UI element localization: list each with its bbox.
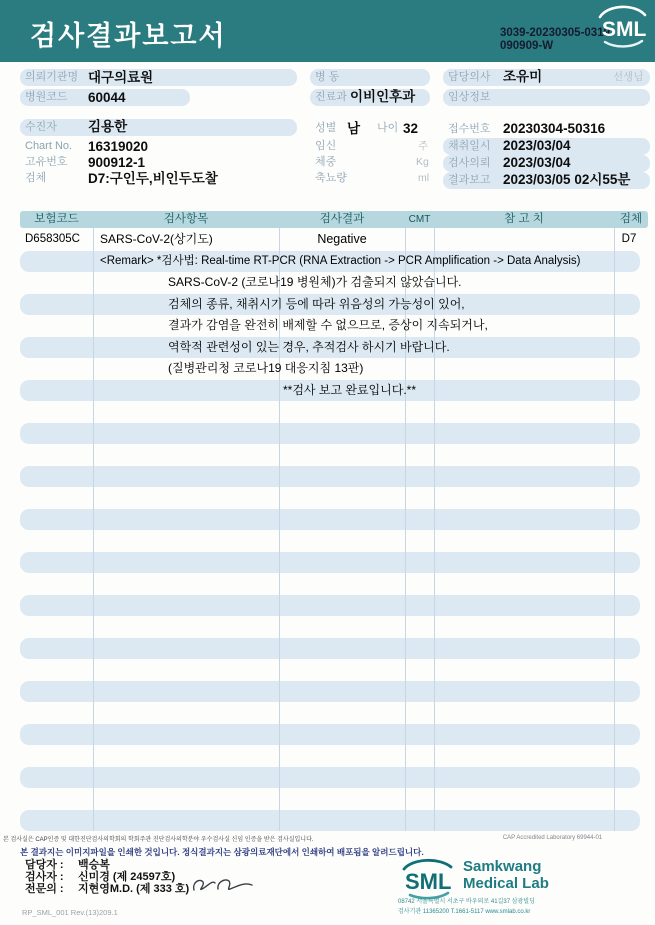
info-label-doctor: 담당의사 [448,71,491,83]
info-label-pregnancy: 임신 [315,140,337,152]
brand-name-line1: Samkwang [463,858,542,875]
column-header-cmt: CMT [408,214,431,225]
top-banner [0,0,655,62]
column-header-result: 검사결과 [319,213,365,225]
info-label-report-date: 결과보고 [448,174,491,186]
cell-result: Negative [317,232,367,246]
info-label-weight: 체중 [315,156,337,168]
table-row-stripe [20,724,640,746]
table-row-stripe [20,767,640,789]
note-line: SARS-CoV-2 (코로나19 병원체)가 검출되지 않았습니다. [168,275,462,289]
column-header-reference: 참 고 치 [504,213,544,225]
info-value-patient: 김용한 [88,119,128,134]
note-line: 역학적 관련성이 있는 경우, 추적검사 하시기 바랍니다. [168,339,450,354]
info-value-request-date: 2023/03/04 [503,155,571,170]
column-header-specimen: 검체 [619,213,643,225]
info-suffix-doctor: 선생님 [613,71,644,83]
report-complete-line: **검사 보고 완료입니다.** [283,382,417,397]
remark-line: <Remark> *검사법: Real-time RT-PCR (RNA Extraction -> PCR Amplification -> Data Analysis) [100,254,581,267]
info-label-receipt-no: 접수번호 [448,123,491,135]
info-unit-weight: Kg [416,156,429,168]
info-value-sex: 남 [347,121,361,136]
table-row-stripe [20,466,640,488]
table-column-divider [93,211,94,831]
report-title: 검사결과보고서 [30,21,227,51]
info-label-chart-no: Chart No. [25,140,73,152]
info-value-specimen: D7:구인두,비인두도찰 [88,171,218,186]
info-label-hospital-code: 병원코드 [25,91,68,103]
info-label-institution: 의뢰기관명 [25,71,79,83]
sml-footer-logo-text: SML [405,869,452,894]
info-label-patient: 수진자 [25,121,57,133]
cell-specimen: D7 [621,233,637,245]
info-label-specimen: 검체 [25,172,47,184]
note-line: 결과가 감염을 완전히 배제할 수 없으므로, 증상이 지속되거나, [168,318,488,332]
table-row-stripe [20,509,640,531]
info-value-age: 32 [403,121,419,136]
info-label-department: 진료과 [315,91,347,103]
info-unit-pregnancy: 주 [418,140,429,152]
specialist-signature [188,876,258,898]
table-row-stripe [20,552,640,574]
info-label-clinical-info: 임상정보 [448,91,491,103]
info-label-age: 나이 [377,122,399,134]
column-header-test-name: 검사항목 [163,213,209,225]
cell-insurance-code: D658305C [25,233,80,245]
info-label-sex: 성별 [315,122,337,134]
info-unit-urine: ml [418,172,430,184]
info-value-report-date: 2023/03/05 02시55분 [503,172,631,187]
table-column-divider [614,211,615,831]
info-value-institution: 대구의료원 [88,70,154,85]
info-value-chart-no: 16319020 [88,139,149,154]
print-notice: 본 결과지는 이미지파일을 인쇄한 것입니다. 정식결과지는 삼광의료재단에서 인쇄하여 배포됨을 알려드립니다. [20,847,424,857]
cell-test-name: SARS-CoV-2(상기도) [100,232,213,246]
note-line: 검체의 종류, 채취시기 등에 따라 위음성의 가능성이 있어, [168,296,465,311]
accreditation-line: 본 검사실은 CAP인증 및 대한진단검사의학회의 학회주관 진단검사의학분야 우수검사실 신임 인증을 받은 검사실입니다. [3,837,314,843]
table-row-stripe [20,810,640,832]
brand-name-line2: Medical Lab [463,875,549,892]
staff-label-manager: 담당자 : [25,859,64,871]
sml-logo-icon [593,2,651,48]
info-label-ward: 병 동 [315,71,340,83]
staff-value-specialist: 지현영M.D. (제 333 호) [78,883,190,895]
staff-value-manager: 백승복 [78,859,110,871]
info-label-urine: 축뇨량 [315,172,347,184]
document-code: RP_SML_001 Rev.(13)209.1 [22,908,118,917]
sml-footer-logo-icon [396,856,458,900]
column-header-insurance-code: 보험코드 [34,213,79,225]
staff-value-examiner: 신미경 (제 24597호) [78,871,176,883]
info-label-unique-no: 고유번호 [25,156,68,168]
staff-label-examiner: 검사자 : [25,871,64,883]
cap-accreditation-line: CAP Accredited Laboratory 69944-01 [502,835,603,841]
brand-contact: 검사기관 11365200 T.1661-5117 www.smlab.co.kr [398,909,531,915]
info-value-hospital-code: 60044 [88,90,126,105]
info-value-receipt-no: 20230304-50316 [503,121,606,136]
info-label-request-date: 검사의뢰 [448,157,491,169]
note-line: (질병관리청 코로나19 대응지침 13판) [168,361,364,375]
info-label-collect-date: 채취일시 [448,140,491,152]
table-row-stripe [20,423,640,445]
staff-label-specialist: 전문의 : [25,883,64,895]
table-row-stripe [20,681,640,703]
info-row-bg [20,119,297,136]
table-row-stripe [20,595,640,617]
brand-address: 08742 서울특별시 서초구 바우뫼로 41길37 삼광빌딩 [398,899,535,905]
info-value-collect-date: 2023/03/04 [503,138,571,153]
info-value-unique-no: 900912-1 [88,155,146,170]
info-value-doctor: 조유미 [503,69,543,84]
serial-line1: 3039-20230305-0319 [500,27,610,39]
info-value-department: 이비인후과 [350,89,416,104]
table-row-stripe [20,638,640,660]
sml-logo-text: SML [602,18,647,41]
serial-line2: 090909-W [500,40,554,52]
